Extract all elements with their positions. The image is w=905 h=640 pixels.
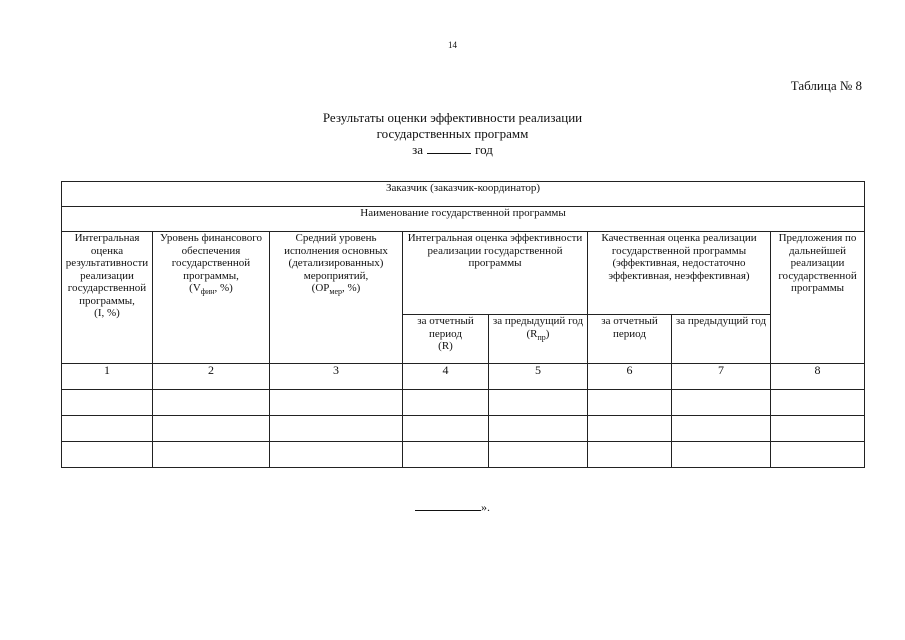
header-proposals: Предложения по дальнейшей реализации государственной программы xyxy=(771,232,865,364)
year-blank-line xyxy=(427,142,471,154)
header-financing-level xyxy=(153,232,270,364)
table-cell xyxy=(672,442,771,468)
header-quality-current: за отчетный период xyxy=(588,315,672,364)
table-cell xyxy=(270,442,403,468)
document-title xyxy=(0,110,905,158)
column-number: 3 xyxy=(270,364,403,390)
title-line-2: государственных программ xyxy=(376,126,529,141)
header-integral-result-text: Интегральная оценка результативности реализации государственной программы, xyxy=(65,232,149,307)
table-cell xyxy=(403,416,489,442)
title-line-1: Результаты оценки эффективности реализации xyxy=(322,110,583,125)
table-cell xyxy=(153,390,270,416)
column-number: 2 xyxy=(153,364,270,390)
table-cell xyxy=(771,416,865,442)
table-cell xyxy=(672,390,771,416)
header-quality-assessment: Качественная оценка реализации государственной программы (эффективная, недостаточно эффективная, неэффективная) xyxy=(588,232,771,315)
table-cell xyxy=(62,390,153,416)
header-financing-unit: ($V_{фин}$, %) xyxy=(189,282,233,297)
title-year-prefix: за xyxy=(412,142,424,157)
table-cell xyxy=(270,416,403,442)
customer-row xyxy=(62,182,865,207)
header-integral-result xyxy=(62,232,153,364)
page-number: 14 xyxy=(448,40,457,50)
table-row xyxy=(62,416,865,442)
table-label: Таблица № 8 xyxy=(790,78,862,93)
footer-closing-quote: ». xyxy=(481,500,490,514)
header-quality-previous: за предыдущий год xyxy=(672,315,771,364)
table-row xyxy=(62,390,865,416)
table-cell xyxy=(771,390,865,416)
header-integral-efficiency: Интегральная оценка эффективности реализации государственной программы xyxy=(403,232,588,315)
table-cell xyxy=(588,390,672,416)
table-cell xyxy=(153,416,270,442)
table-cell xyxy=(403,390,489,416)
title-year-suffix: год xyxy=(475,142,493,157)
column-numbers-row xyxy=(62,364,865,390)
header-avg-execution-text: Средний уровень исполнения основных (детализированных) мероприятий, xyxy=(284,232,388,282)
header-avg-execution-unit: ($ОР_{мер}$, %) xyxy=(311,282,361,297)
table-cell xyxy=(62,416,153,442)
table-cell xyxy=(489,442,588,468)
program-row xyxy=(62,207,865,232)
table-cell xyxy=(403,442,489,468)
column-number: 5 xyxy=(489,364,588,390)
table-cell xyxy=(771,442,865,468)
table-cell xyxy=(588,416,672,442)
results-table xyxy=(61,181,865,468)
header-avg-execution xyxy=(270,232,403,364)
title-line-3 xyxy=(0,142,905,158)
header-row-1 xyxy=(62,232,865,315)
table-cell xyxy=(489,416,588,442)
header-efficiency-current: за отчетный период (R) xyxy=(403,315,489,364)
column-number: 4 xyxy=(403,364,489,390)
table-cell xyxy=(489,390,588,416)
table-row xyxy=(62,442,865,468)
footer-closing-line xyxy=(0,500,905,515)
header-efficiency-previous: за предыдущий год $(R_{пр})$ xyxy=(489,315,588,364)
table-cell xyxy=(270,390,403,416)
column-number: 1 xyxy=(62,364,153,390)
customer-cell: Заказчик (заказчик-координатор) xyxy=(62,182,865,207)
column-number: 8 xyxy=(771,364,865,390)
header-financing-level-text: Уровень финансового обеспечения государственной программы, xyxy=(160,232,262,282)
header-integral-result-unit: (I, %) xyxy=(94,307,120,319)
table-cell xyxy=(672,416,771,442)
table-cell xyxy=(588,442,672,468)
column-number: 7 xyxy=(672,364,771,390)
column-number: 6 xyxy=(588,364,672,390)
footer-blank-line xyxy=(415,500,481,511)
table-cell xyxy=(62,442,153,468)
table-cell xyxy=(153,442,270,468)
program-name-cell: Наименование государственной программы xyxy=(62,207,865,232)
